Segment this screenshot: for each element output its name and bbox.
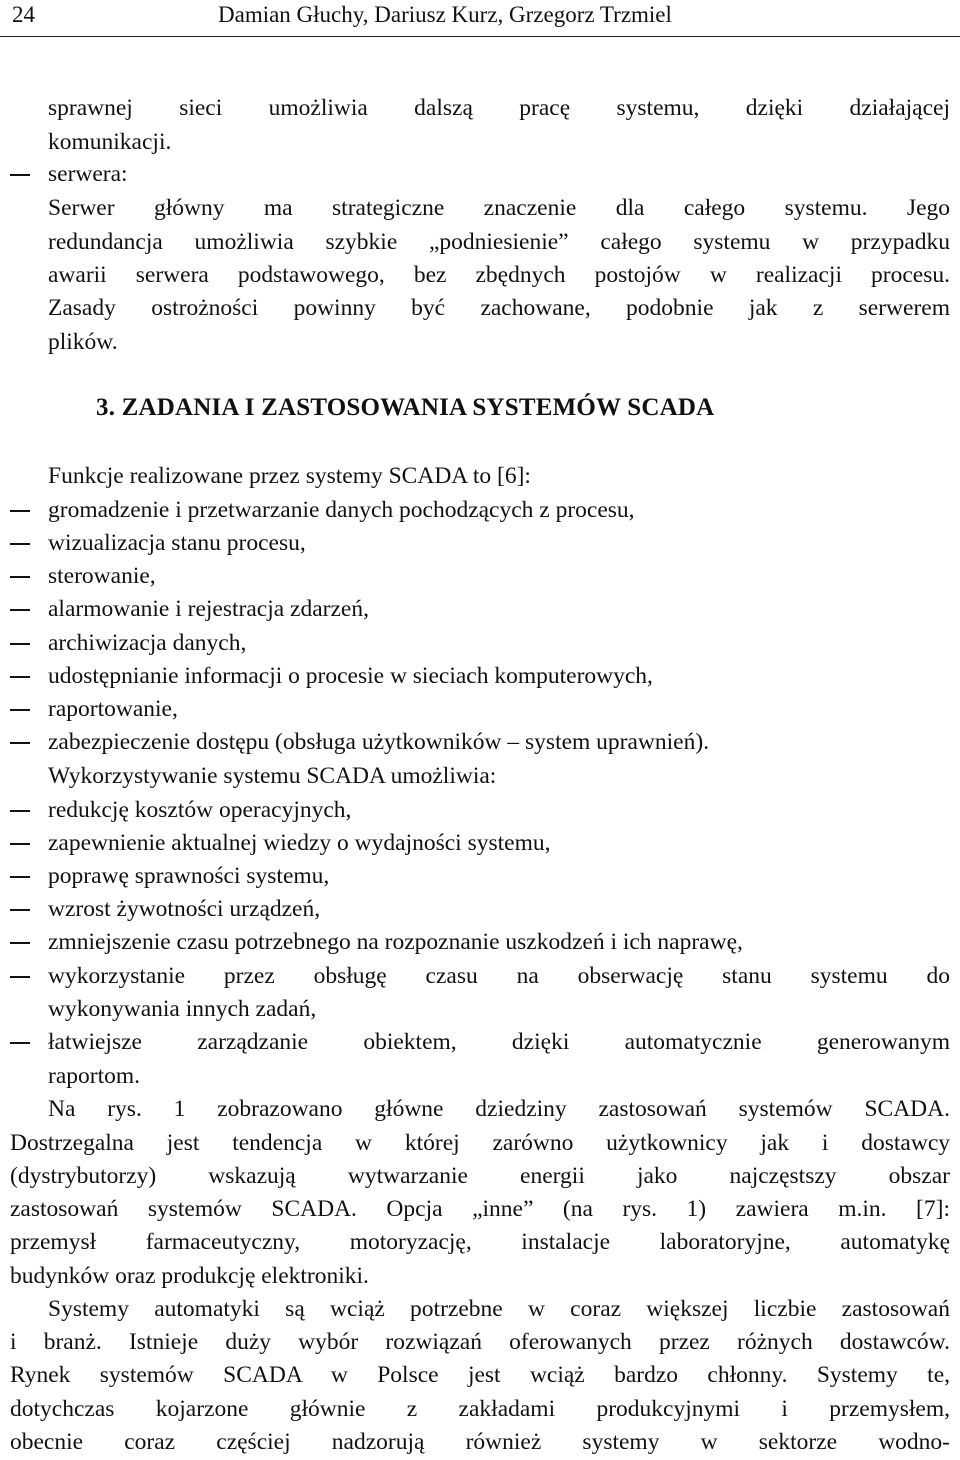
page-number: 24	[12, 2, 35, 27]
page-header	[0, 0, 960, 37]
list-dash	[10, 510, 30, 512]
intro-line: plików.	[48, 329, 118, 355]
list-dash	[10, 1042, 30, 1044]
list-dash	[10, 709, 30, 711]
list-item: zmniejszenie czasu potrzebnego na rozpoznanie uszkodzeń i ich naprawę,	[48, 929, 743, 955]
list-dash	[10, 576, 30, 578]
intro-line: Serwer główny ma strategiczne znaczenie dla całego systemu. Jego	[48, 195, 950, 221]
list-item: wizualizacja stanu procesu,	[48, 530, 306, 556]
list-dash	[10, 976, 30, 978]
list-dash	[10, 909, 30, 911]
intro-line: redundancja umożliwia szybkie „podniesienie” całego systemu w przypadku	[48, 229, 950, 255]
paragraph-line: budynków oraz produkcję elektroniki.	[10, 1263, 369, 1289]
list-item: archiwizacja danych,	[48, 630, 247, 656]
list-item: wzrost żywotności urządzeń,	[48, 896, 321, 922]
list-item-continuation: raportom.	[48, 1063, 141, 1089]
list-item: poprawę sprawności systemu,	[48, 863, 330, 889]
paragraph-line: zastosowań systemów SCADA. Opcja „inne” (na rys. 1) zawiera m.in. [7]:	[10, 1196, 950, 1222]
list-dash	[10, 543, 30, 545]
list-dash	[10, 643, 30, 645]
list-item: raportowanie,	[48, 696, 178, 722]
intro-line: awarii serwera podstawowego, bez zbędnych postojów w realizacji procesu.	[48, 262, 950, 288]
paragraph-line: przemysł farmaceutyczny, motoryzację, instalacje laboratoryjne, automatykę	[10, 1229, 950, 1255]
list-item: zapewnienie aktualnej wiedzy o wydajności systemu,	[48, 830, 551, 856]
section-heading: 3. ZADANIA I ZASTOSOWANIA SYSTEMÓW SCADA	[96, 394, 715, 421]
intro-line: Zasady ostrożności powinny być zachowane, podobnie jak z serwerem	[48, 295, 950, 321]
list-dash	[10, 942, 30, 944]
list-dash	[10, 876, 30, 878]
intro-line: sprawnej sieci umożliwia dalszą pracę systemu, dzięki działającej	[48, 95, 950, 121]
benefits-intro: Wykorzystywanie systemu SCADA umożliwia:	[48, 763, 497, 789]
paragraph-line: Systemy automatyki są wciąż potrzebne w coraz większej liczbie zastosowań	[48, 1296, 950, 1322]
paragraph-line: Na rys. 1 zobrazowano główne dziedziny zastosowań systemów SCADA.	[48, 1096, 950, 1122]
functions-intro: Funkcje realizowane przez systemy SCADA to [6]:	[48, 463, 531, 489]
paragraph-line: obecnie coraz częściej nadzorują również systemy w sektorze wodno-	[10, 1429, 950, 1455]
list-item: wykorzystanie przez obsługę czasu na obserwację stanu systemu do	[48, 963, 950, 989]
list-dash	[10, 810, 30, 812]
running-head-authors: Damian Głuchy, Dariusz Kurz, Grzegorz Trzmiel	[218, 2, 672, 27]
list-dash	[10, 609, 30, 611]
list-item: łatwiejsze zarządzanie obiektem, dzięki automatycznie generowanym	[48, 1029, 950, 1055]
intro-line: komunikacji.	[48, 129, 172, 155]
list-dash	[10, 676, 30, 678]
paragraph-line: i branż. Istnieje duży wybór rozwiązań oferowanych przez różnych dostawców.	[10, 1329, 950, 1355]
paragraph-line: dotychczas kojarzone głównie z zakładami produkcyjnymi i przemysłem,	[10, 1396, 950, 1422]
list-dash	[10, 843, 30, 845]
list-item: zabezpieczenie dostępu (obsługa użytkowników – system uprawnień).	[48, 729, 710, 755]
paragraph-line: (dystrybutorzy) wskazują wytwarzanie energii jako najczęstszy obszar	[10, 1163, 950, 1189]
paragraph-line: Dostrzegalna jest tendencja w której zarówno użytkownicy jak i dostawcy	[10, 1130, 950, 1156]
list-dash	[10, 174, 30, 176]
list-item-continuation: wykonywania innych zadań,	[48, 996, 317, 1022]
list-item: alarmowanie i rejestracja zdarzeń,	[48, 596, 369, 622]
list-item: gromadzenie i przetwarzanie danych pochodzących z procesu,	[48, 497, 635, 523]
list-item: sterowanie,	[48, 563, 156, 589]
list-item: redukcję kosztów operacyjnych,	[48, 797, 352, 823]
list-dash	[10, 742, 30, 744]
list-item: serwera:	[48, 161, 128, 187]
list-item: udostępnianie informacji o procesie w sieciach komputerowych,	[48, 663, 653, 689]
paragraph-line: Rynek systemów SCADA w Polsce jest wciąż bardzo chłonny. Systemy te,	[10, 1362, 950, 1388]
